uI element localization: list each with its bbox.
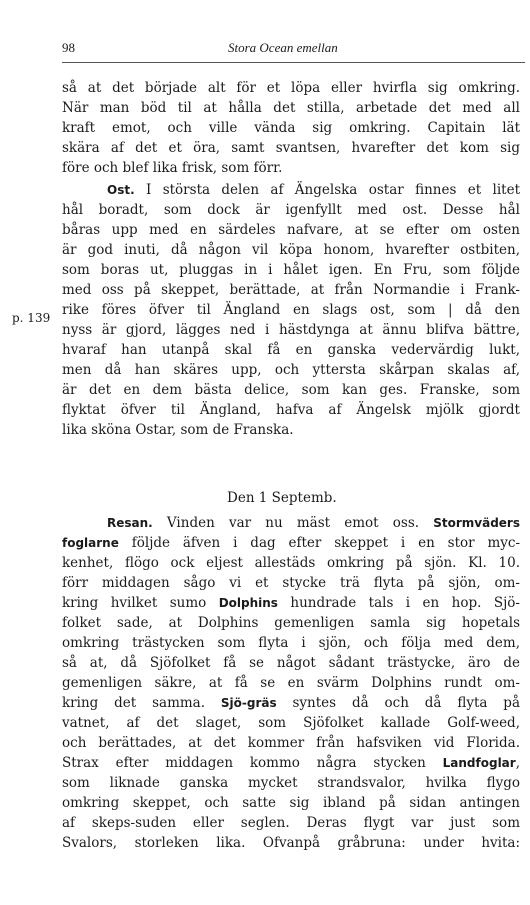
text-run: kring det samma. [62, 695, 221, 711]
text-line: som boras ut, pluggas in i hålet igen. En Fru, som följde [62, 262, 520, 278]
keyword-resan: Resan. [107, 516, 153, 530]
text-line: lika sköna Ostar, som de Franska. [62, 422, 294, 438]
text-line: omkring trästycken som flyta i sjön, och följa med dem, [62, 635, 520, 651]
text-line: är det en dem bästa delice, som kan ges. Franske, som [62, 382, 520, 398]
text-line: men då han skäres upp, och yttersta skårpan skalas af, [62, 362, 520, 378]
text-line: rike föres öfver til Ängland en slags ost, som | då den [62, 302, 520, 318]
text-line: skära af det et öra, samt svantsen, hvarefter det kom sig [62, 140, 520, 156]
text-line: omkring skeppet, och satte sig ibland på sidan antingen [62, 795, 520, 811]
text-line: så at, då Sjöfolket få se något sådant trästycke, äro de [62, 655, 520, 671]
keyword-ost: Ost. [107, 183, 135, 197]
text-line: folket sade, at Dolphins gemenligen samla sig hopetals [62, 615, 520, 631]
keyword-sjogras: Sjö-gräs [220, 696, 277, 710]
text-line: flyktat öfver til Ängland, hafva af Ängelsk mjölk gjordt [62, 402, 520, 418]
text-line: båras upp med en särdeles nafvare, at se efter om osten [62, 222, 520, 238]
text-line: När man böd til at hålla det stilla, arbetade det med all [62, 100, 520, 116]
text-run: hundrade tals i en hop. Sjö- [277, 595, 520, 611]
text-line: kenhet, flögo ock eljest allestäds omkring på sjön. Kl. 10. [62, 555, 520, 571]
date-heading: Den 1 Septemb. [227, 490, 337, 506]
text-line: och berättades, at det kommer från hafsviken vid Florida. [62, 735, 520, 751]
text-line: kraft emot, och ville vända sig omkring. Capitain lät [62, 120, 520, 136]
keyword-stormvaders: Stormväders [433, 516, 520, 530]
text-run: syntes då och då flyta på [276, 695, 521, 711]
paragraph-3 [62, 513, 520, 853]
text-line: Svalors, storleken lika. Ofvanpå gråbruna: under hvita: [62, 835, 520, 851]
page-header [62, 40, 525, 60]
text-line: som liknade ganska mycket strandsvalor, hvilka flygo [62, 775, 520, 791]
page-number: 98 [62, 40, 75, 55]
text-line [62, 513, 520, 533]
text-line: gemenligen säkre, at få se en svärm Dolphins rundt om- [62, 675, 520, 691]
text-run: I största delen af Ängelska ostar finnes et litet [134, 182, 520, 198]
text-line [62, 180, 520, 200]
text-line [62, 533, 520, 553]
text-line: hvaraf han utanpå skal få en ganska vedervärdig lukt, [62, 342, 520, 358]
text-run: följde äfven i dag efter skeppet i en stor myc- [118, 535, 520, 551]
text-line: före och blef lika frisk, som förr. [62, 160, 283, 176]
text-line: med oss på skeppet, berättade, at från Normandie i Frank- [62, 282, 520, 298]
text-line: af skeps-suden eller seglen. Deras flygt var just som [62, 815, 520, 831]
text-run: Vinden var nu mäst emot oss. [152, 515, 434, 531]
keyword-foglarne: foglarne [62, 536, 119, 550]
paragraph-2 [62, 180, 520, 440]
running-title: Stora Ocean emellan [228, 40, 338, 55]
text-line [62, 693, 520, 713]
paragraph-1 [62, 78, 520, 178]
text-line: Strax efter middagen kommo några stycken Landfoglar, [62, 755, 520, 771]
text-line: förr middagen sågo vi et stycke trä flyta på sjön, om- [62, 575, 520, 591]
keyword-dolphins: Dolphins [218, 596, 278, 610]
text-line: hål boradt, som dock är igenfyllt med ost. Desse hål [62, 202, 520, 218]
text-line: vatnet, af det slaget, som Sjöfolket kallade Golf-weed, [62, 715, 520, 731]
text-line [62, 593, 520, 613]
margin-page-reference: p. 139 [12, 311, 51, 325]
text-line: så at det började alt för et löpa eller hvirfla sig omkring. [62, 80, 520, 96]
header-rule [62, 62, 525, 63]
text-line: är god inuti, då någon vil köpa honom, hvarefter ostbiten, [62, 242, 520, 258]
keyword-landfoglar: Landfoglar [442, 756, 516, 770]
text-run: kring hvilket sumo [62, 595, 219, 611]
text-line: nyss är gjord, lägges ned i hästdynga at ännu blifva bättre, [62, 322, 520, 338]
